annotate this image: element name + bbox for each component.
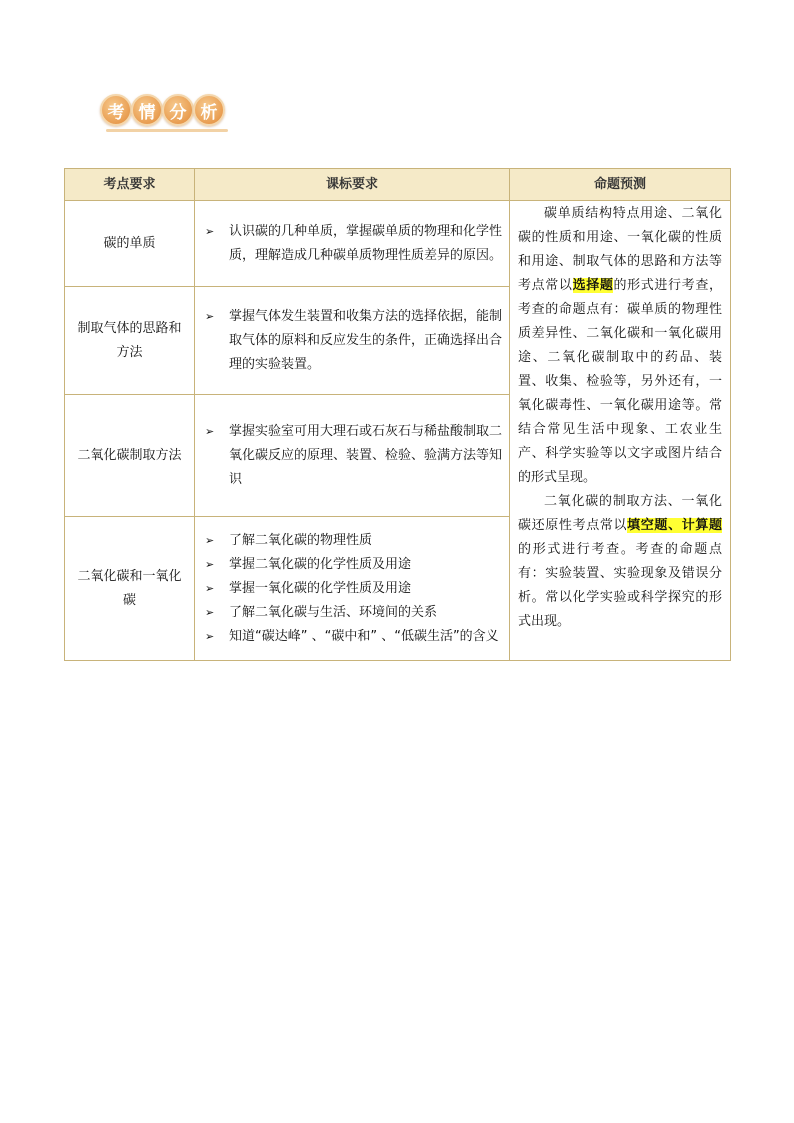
prediction-paragraph-1: 碳单质结构特点用途、二氧化碳的性质和用途、一氧化碳的性质和用途、制取气体的思路和方法等考点常以选择题的形式进行考查，考查的命题点有：碳单质的物理性质差异性、二氧化碳和一氧化碳用途、二氧化碳制取中的药品、装置、收集、检验等，另外还有，一氧化碳毒性、一氧化碳用途等。常结合常见生活中现象、工农业生产、科学实验等以文字或图片结合的形式呈现。: [518, 206, 722, 485]
list-item: ➢ 了解二氧化碳与生活、环境间的关系: [205, 601, 503, 625]
banner-char-2: 情: [131, 94, 163, 126]
arrow-bullet-icon: ➢: [205, 605, 215, 619]
topic-cell: 碳的单质: [65, 201, 195, 287]
requirement-cell: [195, 201, 510, 287]
arrow-bullet-icon: ➢: [205, 224, 215, 238]
highlight-fill-calc: 填空题、计算题: [627, 518, 722, 533]
requirement-cell: [195, 517, 510, 661]
header-topic: 考点要求: [65, 169, 195, 201]
arrow-bullet-icon: ➢: [205, 424, 215, 438]
table-row: [65, 201, 731, 287]
arrow-bullet-icon: ➢: [205, 309, 215, 323]
list-item: ➢ 认识碳的几种单质，掌握碳单质的物理和化学性质，理解造成几种碳单质物理性质差异的原因。: [205, 220, 503, 268]
banner-underline: [106, 129, 228, 132]
banner-char-3: 分: [162, 94, 194, 126]
list-item: ➢ 掌握一氧化碳的化学性质及用途: [205, 577, 503, 601]
analysis-table: [64, 168, 731, 661]
banner-char-4: 析: [193, 94, 225, 126]
table-header-row: [65, 169, 731, 201]
topic-cell: 二氧化碳制取方法: [65, 395, 195, 517]
arrow-bullet-icon: ➢: [205, 629, 215, 643]
header-standard: 课标要求: [195, 169, 510, 201]
section-banner: [100, 94, 236, 134]
list-item: ➢ 知道“碳达峰” 、“碳中和” 、“低碳生活”的含义: [205, 625, 503, 649]
requirement-cell: [195, 395, 510, 517]
list-item: ➢ 掌握实验室可用大理石或石灰石与稀盐酸制取二氧化碳反应的原理、装置、检验、验满方法等知识: [205, 420, 503, 492]
header-prediction: 命题预测: [510, 169, 731, 201]
arrow-bullet-icon: ➢: [205, 557, 215, 571]
prediction-paragraph-2: 二氧化碳的制取方法、一氧化碳还原性考点常以填空题、计算题的形式进行考查。考查的命题点有：实验装置、实验现象及错误分析。常以化学实验或科学探究的形式出现。: [518, 494, 722, 629]
banner-char-1: 考: [100, 94, 132, 126]
topic-cell: 制取气体的思路和方法: [65, 287, 195, 395]
highlight-choice: 选择题: [572, 278, 614, 293]
arrow-bullet-icon: ➢: [205, 581, 215, 595]
requirement-cell: [195, 287, 510, 395]
topic-cell: 二氧化碳和一氧化碳: [65, 517, 195, 661]
prediction-cell: [510, 201, 731, 661]
arrow-bullet-icon: ➢: [205, 533, 215, 547]
list-item: ➢ 了解二氧化碳的物理性质: [205, 529, 503, 553]
list-item: ➢ 掌握气体发生装置和收集方法的选择依据，能制取气体的原料和反应发生的条件，正确选择出合理的实验装置。: [205, 305, 503, 377]
list-item: ➢ 掌握二氧化碳的化学性质及用途: [205, 553, 503, 577]
